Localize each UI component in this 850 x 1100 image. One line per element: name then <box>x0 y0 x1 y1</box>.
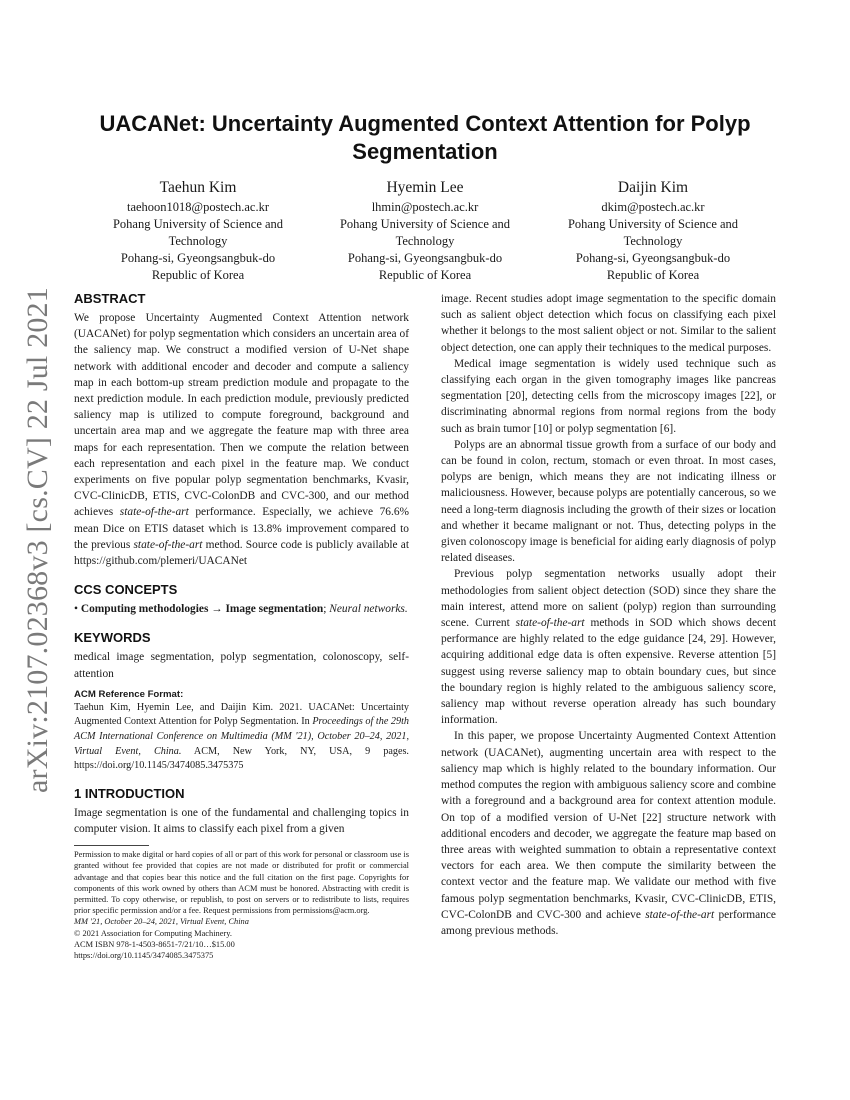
author-block <box>539 178 767 284</box>
intro-paragraph: Polyps are an abnormal tissue growth from a surface of our body and can be found in colon, rectum, stomach or even throat. In most cases, polyps are benign, which means they are not indicating illness or maliciousness. However, because polyps are potentially cancerous, so we need a long-term diagnosis including the growth of their sizes or location and whether it became malignant or not. Thus, detecting polyps in the given colonoscopy image is beneficial for aiding early diagnosis of polyp related diseases. <box>441 438 776 565</box>
author-block <box>84 178 312 284</box>
author-affiliation: Pohang University of Science and Technology <box>339 217 511 248</box>
intro-paragraph: Previous polyp segmentation networks usually adopt their methodologies from salient object detection (SOD) since they share the main interest, attend more on salient (polyp) region than surrounding scene. Current state-of-the-art methods in SOD which shows decent performance are highly related to the edge guidance [24, 29]. However, acquiring additional edge data is often expensive. Reverse attention [5] suggest using reverse saliency map to obtain boundary cues, but since the boundary region is highly related to the ambiguous saliency score, saliency map without reverse operation already has such boundary information. <box>441 568 776 727</box>
intro-paragraph: image. Recent studies adopt image segmentation to the specific domain such as salient object detection which focus on classifying each pixel whether it belongs to the most salient object or not. Similar to the salient object detection, one can apply their techniques to the medical purposes. <box>441 293 776 354</box>
footnote-block <box>74 845 409 961</box>
footnote-venue: MM '21, October 20–24, 2021, Virtual Event, China <box>74 917 249 927</box>
author-city: Pohang-si, Gyeongsangbuk-do <box>120 251 276 265</box>
arxiv-id: arXiv:2107.02368v3 [cs.CV] 22 Jul 2021 <box>21 287 54 793</box>
author-city: Pohang-si, Gyeongsangbuk-do <box>575 251 731 265</box>
right-column <box>441 291 776 939</box>
footnote-permission: Permission to make digital or hard copies of all or part of this work for personal or classroom use is granted without fee provided that copies are not made or distributed for profit or commercial advantage and that copies bear this notice and the full citation on the first page. Copyrights for components of this work owned by others than ACM must be honored. Abstracting with credit is permitted. To copy otherwise, or republish, to post on servers or to redistribute to lists, requires prior specific permission and/or a fee. Request permissions from permissions@acm.org. <box>74 850 409 916</box>
author-name: Daijin Kim <box>617 179 689 196</box>
intro-paragraph: Medical image segmentation is widely used technique such as classifying each organ in the given tomography images like pancreas segmentation [20], detecting cells from the microscopy images [22], or discriminating abnormal regions from normal regions from the body such as brain tumor [10] or polyp segmentation [6]. <box>441 357 776 435</box>
author-block <box>311 178 539 284</box>
abstract-text: We propose Uncertainty Augmented Context Attention network (UACANet) for polyp segmentation which considers an uncertain area of the saliency map. We construct a modified version of U-Net shape network with additional encoder and decoder and compute a saliency map in each bottom-up stream prediction module and propagate to the next prediction module. In each prediction module, previously predicted saliency map is utilized to compute foreground, background and uncertain area map and we aggregate the feature map with three area maps for each representation. Then we compute the relation between each representation and each pixel in the feature map. We conduct experiments on five popular polyp segmentation benchmarks, Kvasir, CVC-ClinicDB, ETIS, CVC-ColonDB and CVC-300, and our method achieves state-of-the-art performance. Especially, we achieve 76.6% mean Dice on ETIS dataset which is 13.8% improvement compared to the previous state-of-the-art method. Source code is publicly available at https://github.com/plemeri/UACANet <box>74 312 410 568</box>
footnote-doi: https://doi.org/10.1145/3474085.3475375 <box>74 951 214 961</box>
keywords-heading: KEYWORDS <box>74 630 151 646</box>
author-country: Republic of Korea <box>151 268 245 282</box>
author-country: Republic of Korea <box>378 268 472 282</box>
intro-heading: 1 INTRODUCTION <box>74 785 185 801</box>
paper-title: UACANet: Uncertainty Augmented Context Attention for Polyp Segmentation <box>99 111 751 164</box>
author-email: taehoon1018@postech.ac.kr <box>126 200 270 214</box>
footnote-isbn: ACM ISBN 978-1-4503-8651-7/21/10…$15.00 <box>74 939 235 949</box>
ccs-text: • Computing methodologies → Image segmentation; Neural networks. <box>74 603 408 616</box>
author-email: lhmin@postech.ac.kr <box>371 200 479 214</box>
author-affiliation: Pohang University of Science and Technology <box>112 217 284 248</box>
intro-paragraph: In this paper, we propose Uncertainty Augmented Context Attention network (UACANet), augmenting uncertain area with respect to the saliency map which is highly related to the boundary information. Our method computes the region with ambiguous saliency score and combine with a foreground and a background area for context attention module. On top of a modified version of U-Net [22] structure network with additional encoders and decoder, we aggregate the feature map based on three areas with weighted summation to obtain a representative context vectors for each area. We then compute the similarity between the context vector and the feature map. We validate our method with five famous polyp segmentation benchmarks, Kvasir, CVC-ClinicDB, ETIS, CVC-ColonDB and CVC-300 and achieve state-of-the-art performance among previous methods. <box>441 730 776 937</box>
intro-paragraph: Image segmentation is one of the fundamental and challenging topics in computer vision. It aims to classify each pixel from a given <box>74 806 409 836</box>
left-column <box>74 291 409 961</box>
author-city: Pohang-si, Gyeongsangbuk-do <box>347 251 503 265</box>
author-name: Hyemin Lee <box>386 179 464 196</box>
author-email: dkim@postech.ac.kr <box>601 200 705 214</box>
author-country: Republic of Korea <box>606 268 700 282</box>
abstract-heading: ABSTRACT <box>74 291 146 306</box>
ccs-heading: CCS CONCEPTS <box>74 582 178 598</box>
author-name: Taehun Kim <box>159 179 237 196</box>
acm-ref-heading: ACM Reference Format: <box>74 688 184 700</box>
footnote-copyright: © 2021 Association for Computing Machinery. <box>74 928 232 938</box>
acm-ref-text: Taehun Kim, Hyemin Lee, and Daijin Kim. 2021. UACANet: Uncertainty Augmented Context Attention for Polyp Segmentation. In Proceedings of the 29th ACM International Conference on Multimedia (MM '21), October 20–24, 2021, Virtual Event, China. ACM, New York, NY, USA, 9 pages. https://doi.org/10.1145/3474085.3475375 <box>74 701 410 772</box>
author-affiliation: Pohang University of Science and Technology <box>567 217 739 248</box>
keywords-text: medical image segmentation, polyp segmentation, colonoscopy, self-attention <box>74 651 409 680</box>
footnote-rule <box>74 845 149 846</box>
